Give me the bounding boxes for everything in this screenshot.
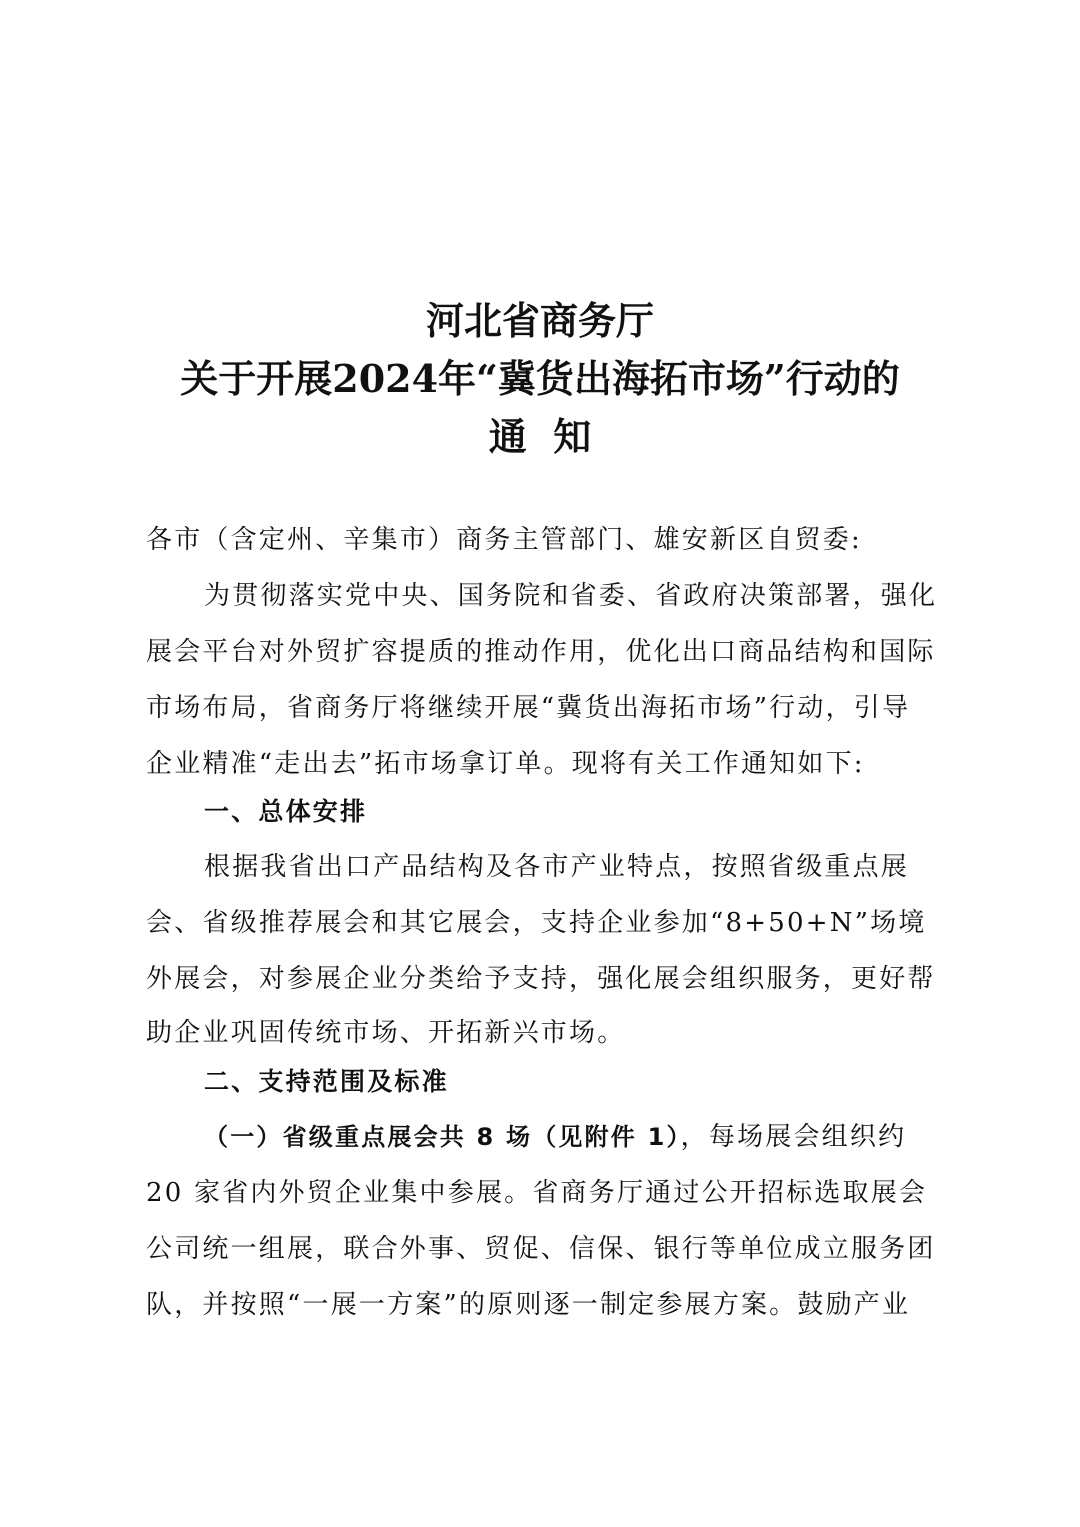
subsection-1-line-2: 20 家省内外贸企业集中参展。省商务厅通过公开招标选取展会 (146, 1178, 928, 1208)
section-2-heading: 二、支持范围及标准 (204, 1067, 449, 1096)
paragraph-2-line-1: 根据我省出口产品结构及各市产业特点，按照省级重点展 (204, 852, 910, 882)
title-line-issuer: 河北省商务厅 (425, 298, 654, 343)
paragraph-2-line-3: 外展会，对参展企业分类给予支持，强化展会组织服务，更好帮 (146, 964, 936, 994)
paragraph-1-line-2: 展会平台对外贸扩容提质的推动作用，优化出口商品结构和国际 (146, 637, 936, 667)
subsection-1-bold-lead: （一）省级重点展会共 8 场（见附件 1） (204, 1123, 681, 1151)
section-1-heading: 一、总体安排 (204, 797, 368, 826)
title-line-notice: 通 知 (488, 414, 592, 459)
paragraph-1-line-1: 为贯彻落实党中央、国务院和省委、省政府决策部署，强化 (204, 581, 938, 611)
paragraph-1-line-3: 市场布局，省商务厅将继续开展“冀货出海拓市场”行动，引导 (146, 693, 911, 723)
subsection-1-line-1-rest: ，每场展会组织约 (680, 1122, 907, 1152)
paragraph-1-line-4: 企业精准“走出去”拓市场拿订单。现将有关工作通知如下: (146, 749, 865, 779)
subsection-1-line-1 (204, 1124, 906, 1150)
paragraph-2-line-2: 会、省级推荐展会和其它展会，支持企业参加“8+50+N”场境 (146, 908, 927, 938)
paragraph-2-line-4: 助企业巩固传统市场、开拓新兴市场。 (146, 1018, 626, 1048)
subsection-1-line-3: 公司统一组展，联合外事、贸促、信保、银行等单位成立服务团 (146, 1234, 936, 1264)
document-body (146, 0, 946, 1527)
subsection-1-line-4: 队，并按照“一展一方案”的原则逐一制定参展方案。鼓励产业 (146, 1290, 911, 1320)
addressee: 各市（含定州、辛集市）商务主管部门、雄安新区自贸委: (146, 525, 862, 555)
title-line-subject: 关于开展2024年“冀货出海拓市场”行动的 (180, 356, 900, 401)
